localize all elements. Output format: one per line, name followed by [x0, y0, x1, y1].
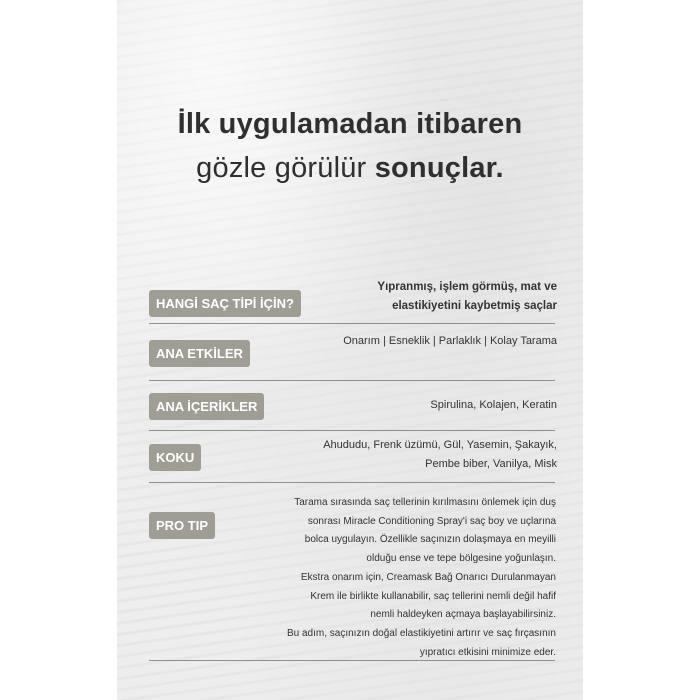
row-main-effects — [149, 332, 557, 372]
headline-line-1: İlk uygulamadan itibaren — [177, 108, 523, 140]
divider — [149, 323, 555, 324]
pro-tip-line: Tarama sırasında saç tellerinin kırılmasını önlemek için duş — [294, 497, 556, 508]
value-line: elastikiyetini kaybetmiş saçlar — [392, 300, 557, 312]
value-line: Pembe biber, Vanilya, Misk — [425, 458, 557, 470]
label-main-ingredients: ANA İÇERİKLER — [149, 393, 264, 420]
value-main-effects — [343, 332, 557, 351]
label-hair-type: HANGİ SAÇ TİPİ İÇİN? — [149, 290, 301, 317]
label-scent: KOKU — [149, 444, 201, 471]
pro-tip-line: Ekstra onarım için, Creamask Bağ Onarıcı Durulanmayan — [300, 571, 556, 583]
value-line: Ahududu, Frenk üzümü, Gül, Yasemin, Şakayık, — [323, 439, 557, 451]
divider — [149, 660, 555, 661]
info-card — [117, 0, 583, 700]
label-pro-tip: PRO TIP — [149, 512, 215, 539]
headline-regular: gözle görülür — [196, 152, 367, 184]
value-main-ingredients — [430, 396, 557, 415]
row-main-ingredients — [149, 393, 557, 423]
value-hair-type — [377, 278, 557, 316]
pro-tip-line: Bu adım, saçınızın doğal elastikiyetini artırır ve saç fırçasının — [286, 627, 556, 639]
pro-tip-line: olduğu ense ve tepe bölgesine yoğunlaşın. — [366, 553, 556, 565]
value-line: Yıpranmış, işlem görmüş, mat ve — [377, 281, 557, 293]
value-line: Spirulina, Kolajen, Keratin — [430, 399, 557, 411]
pro-tip-line: bolca uygulayın. Özellikle saçınızın dolaşmaya en meyilli — [304, 534, 556, 546]
row-hair-type — [149, 278, 557, 318]
pro-tip-line: nemli haldeyken açmaya başlayabilirsiniz. — [370, 609, 556, 621]
pro-tip-text — [226, 494, 556, 662]
headline-bold: sonuçlar. — [374, 152, 504, 184]
headline-line-2 — [117, 152, 583, 185]
pro-tip-line: sonrası Miracle Conditioning Spray'i saç boy ve uçlarına — [307, 515, 556, 527]
pro-tip-line: yıpratıcı etkisini minimize eder. — [419, 646, 556, 658]
pro-tip-line: Krem ile birlikte kullanabilir, saç tellerini nemli değil hafif — [310, 590, 556, 602]
label-main-effects: ANA ETKİLER — [149, 340, 250, 367]
divider — [149, 430, 555, 431]
row-scent — [149, 436, 557, 476]
value-scent — [323, 436, 557, 474]
value-line: Onarım | Esneklik | Parlaklık | Kolay Tarama — [343, 335, 557, 347]
divider — [149, 482, 555, 483]
divider — [149, 380, 555, 381]
